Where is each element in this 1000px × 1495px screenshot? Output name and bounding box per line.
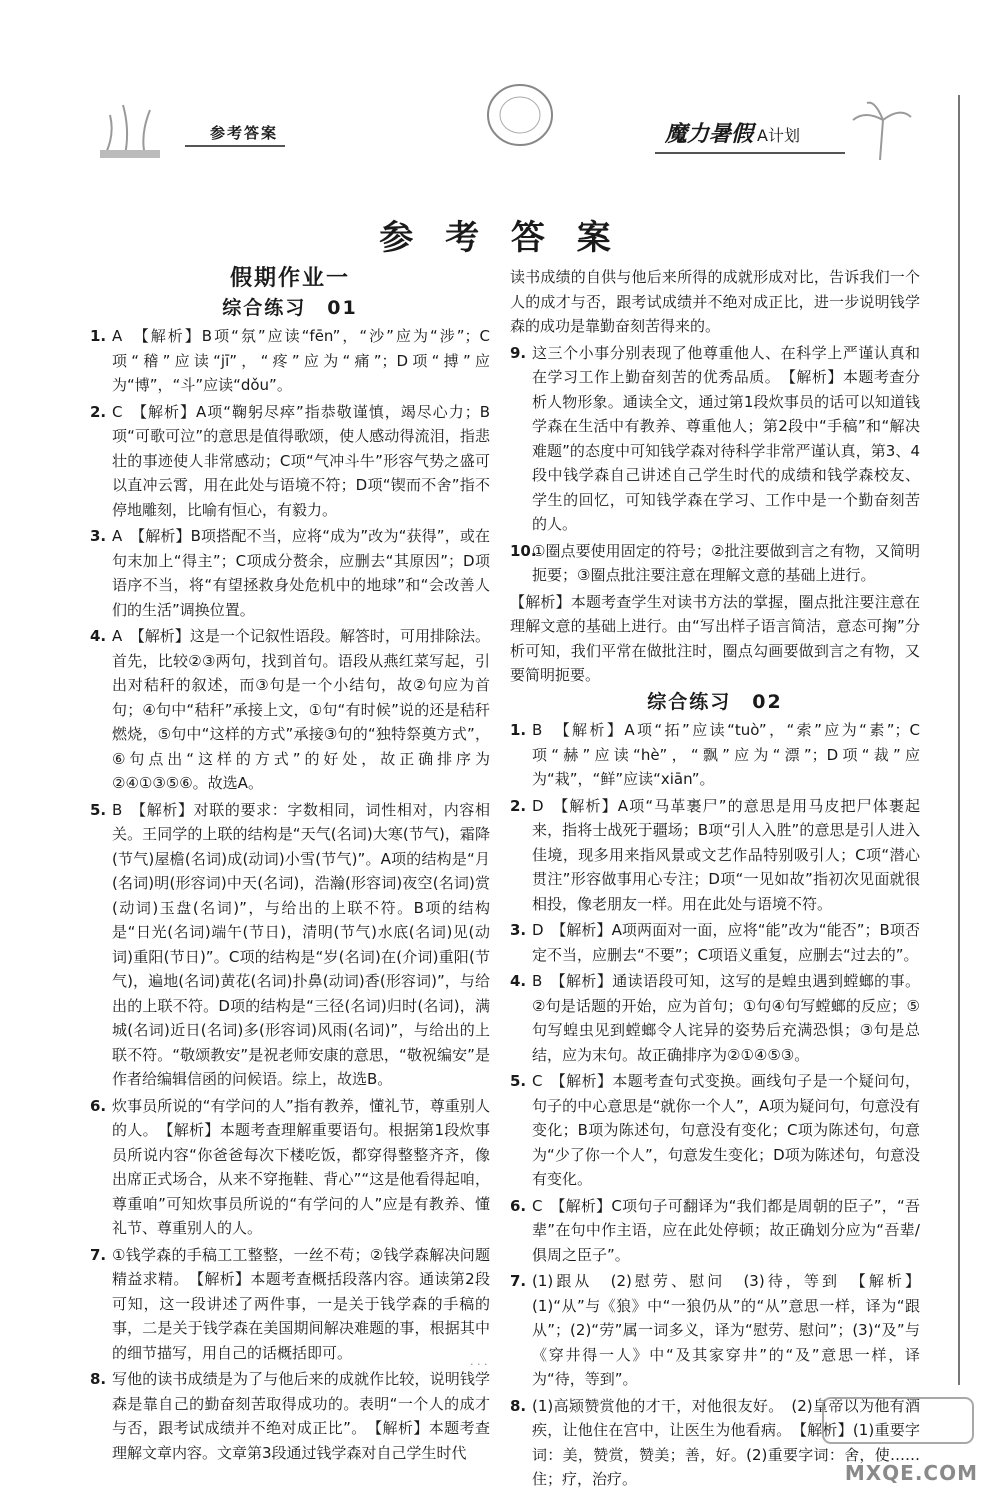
answer-text: A 【解析】这是一个记叙性语段。解答时，可用排除法。首先，比较②③两句，找到首句。语段从燕红菜写起，引出对秸秆的叙述，而③句是一个小结句，故②句应为首句；④句中“秸秆”承接上文，①句“有时候”说的还是秸秆燃烧，⑤句中“这样的方式”承接③句的“独特祭奠方式”，⑥句点出“这样的方式”的好处，故正确排序为②④①③⑤⑥。故选A。 bbox=[112, 627, 490, 792]
answer-number: 2. bbox=[510, 796, 527, 815]
answer-number: 8. bbox=[510, 1396, 527, 1415]
answer-list-01-cont bbox=[510, 341, 920, 588]
answer-item bbox=[510, 1194, 920, 1268]
page-header bbox=[0, 0, 1000, 175]
answer-list-01 bbox=[90, 324, 490, 1465]
answer-number: 9. bbox=[510, 343, 527, 362]
answer-number: 7. bbox=[510, 1272, 527, 1290]
answer-text: 写他的读书成绩是为了与他后来的成就作比较，说明钱学森是靠自己的勤奋刻苦取得成功的。表明“一个人的成才与否，跟考试成绩并不绝对成正比”。 【解析】本题考查理解文章内容。文章第3段通过钱学森对自己学生时代 bbox=[112, 1370, 490, 1462]
answer-continuation: 读书成绩的自供与他后来所得的成就形成对比，告诉我们一个人的成才与否，跟考试成绩并不绝对成正比，进一步说明钱学森的成功是靠勤奋刻苦得来的。 bbox=[510, 268, 920, 335]
answer-10-analysis: 【解析】本题考查学生对读书方法的掌握，圈点批注要注意在理解文意的基础上进行。由“写出样子语言简洁，意态可掬”分析可知，我们平常在做批注时，圈点勾画要做到言之有物，又要简明扼要。 bbox=[510, 592, 920, 684]
answer-item bbox=[90, 1367, 490, 1465]
brand-subtitle: A计划 bbox=[757, 126, 800, 145]
answer-text: B 【解析】对联的要求：字数相同，词性相对，内容相关。王同学的上联的结构是“天气(名词)大寒(节气)，霜降(节气)屋檐(名词)成(动词)小雪(节气)”。A项的结构是“月(名词)明(形容词)中天(名词)，浩瀚(形容词)夜空(名词)赏(动词)玉盘(名词)”，与给出的上联不符。B项的结构是“日光(名词)端午(节日)，清明(节气)水底(名词)见(动词)重阳(节日)”。C项的结构是“岁(名词)在(介词)重阳(节气)，遍地(名词)黄花(名词)扑鼻(动词)香(形容词)”，与给出的上联不符。D项的结构是“三径(名词)归时(名词)，满城(名词)近日(名词)多(形容词)风雨(名词)”，与给出的上联不符。“敬颂教安”是祝老师安康的意思，“敬祝编安”是作者给编辑信函的问候语。综上，故选B。 bbox=[112, 800, 490, 1088]
main-heading: 假期作业一 bbox=[229, 266, 350, 291]
header-right-label bbox=[665, 117, 800, 148]
section-heading-02: 综合练习 02 bbox=[647, 690, 783, 713]
answer-text: C 【解析】A项“鞠躬尽瘁”指恭敬谨慎，竭尽心力；B项“可歌可泣”的意思是值得歌颂，使人感动得流泪，指悲壮的事迹使人非常感动；C项“气冲斗牛”形容气势之盛可以直冲云霄，用在此处与语境不符；D项“锲而不舍”指不停地雕刻，比喻有恒心，有毅力。 bbox=[112, 402, 490, 519]
answer-text: A 【解析】B项搭配不当，应将“成为”改为“获得”，或在句末加上“得主”；C项成分赘余，应删去“其原因”；D项语序不当，将“有望拯救身处危机中的地球”和“会改善人们的生活”调换位置。 bbox=[112, 527, 490, 619]
answer-number: 5. bbox=[510, 1072, 527, 1090]
plant-decoration-icon bbox=[95, 95, 175, 165]
answer-item bbox=[510, 969, 920, 1067]
answer-number: 10. bbox=[510, 541, 537, 560]
answer-item bbox=[90, 400, 490, 523]
answer-number: 6. bbox=[510, 1196, 527, 1215]
answer-item bbox=[90, 1094, 490, 1241]
answer-text: D 【解析】A项“马革裹尸”的意思是用马皮把尸体裹起来，指将士战死于疆场；B项“引人入胜”的意思是引人进入佳境，现多用来指风景或文艺作品特别吸引人；C项“潜心贯注”形容做事用心专注；D项“一见如故”指初次见面就很相投，像老朋友一样。用在此处与语境不符。 bbox=[532, 796, 920, 913]
answer-item bbox=[510, 341, 920, 537]
answer-text: 这三个小事分别表现了他尊重他人、在科学上严谨认真和在学习工作上勤奋刻苦的优秀品质。 【解析】本题考查分析人物形象。通读全文，通过第1段炊事员的话可以知道钱学森在生活中有教养、尊重他人；第2段中“手稿”和“解决难题”的态度中可知钱学森对待科学非常严谨认真，第3、4段中钱学森自己讲述自己学生时代的成绩和钱学森校友、学生的回忆，可知钱学森在学习、工作中是一个勤奋刻苦的人。 bbox=[532, 343, 920, 533]
answer-number: 2. bbox=[90, 402, 107, 421]
header-right-rule bbox=[655, 152, 845, 154]
palm-tree-icon bbox=[845, 95, 915, 165]
answer-number: 3. bbox=[90, 527, 107, 545]
answer-text: C 【解析】本题考查句式变换。画线句子是一个疑问句，句子的中心意思是“就你一个人”，A项为疑问句，句意没有变化；B项为陈述句，句意没有变化；C项为陈述句，句意为“少了你一个人”，句意发生变化；D项为陈述句，句意没有变化。 bbox=[532, 1072, 920, 1188]
answer-text: A 【解析】B项“氛”应读“fēn”，“沙”应为“涉”；C项“稽”应读“jī”，“疼”应为“痛”；D项“搏”应为“博”，“斗”应读“dǒu”。 bbox=[112, 327, 490, 394]
header-left-label: 参考答案 bbox=[210, 124, 279, 142]
answer-text: (1)跟从 (2)慰劳、慰问 (3)待，等到 【解析】(1)“从”与《狼》中“一狼仍从”的“从”意思一样，译为“跟从”；(2)“劳”属一词多义，译为“慰劳、慰问”；(3)“及”与《穿井得一人》中“及其家穿井”的“及”意思一样，译为“待，等到”。 bbox=[532, 1272, 920, 1388]
answer-item bbox=[90, 324, 490, 398]
answer-text: ①钱学森的手稿工工整整，一丝不苟；②钱学森解决问题精益求精。 【解析】本题考查概括段落内容。通读第2段可知，这一段讲述了两件事，一是关于钱学森的手稿的事，二是关于钱学森在美国期间解决难题的事，根据其中的细节描写，用自己的话概括即可。 bbox=[112, 1245, 490, 1362]
section-heading-01: 综合练习 01 bbox=[222, 296, 358, 319]
watermark-text: MXQE.COM bbox=[844, 1461, 978, 1485]
page-edge-rule bbox=[958, 95, 960, 1385]
answer-item bbox=[90, 624, 490, 796]
answer-item bbox=[90, 524, 490, 622]
answer-text: B 【解析】通读语段可知，这写的是蝗虫遇到螳螂的事。②句是话题的开始，应为首句；①句④句写螳螂的反应；⑤句写蝗虫见到螳螂令人诧异的姿势后充满恐惧；③句是总结，应为末句。故正确排序为②①④⑤③。 bbox=[532, 972, 920, 1064]
answer-number: 6. bbox=[90, 1096, 107, 1115]
answer-item bbox=[90, 1243, 490, 1366]
answer-number: 4. bbox=[90, 627, 107, 645]
right-column bbox=[510, 265, 920, 1494]
answer-item bbox=[510, 539, 920, 588]
answer-item bbox=[510, 718, 920, 792]
answer-text: B 【解析】A项“拓”应读“tuò”，“索”应为“素”；C项“赫”应读“hè”，“飘”应为“漂”；D项“裁”应为“栽”，“鲜”应读“xiān”。 bbox=[532, 721, 920, 788]
answer-number: 3. bbox=[510, 921, 527, 939]
answer-number: 4. bbox=[510, 972, 527, 990]
answer-item bbox=[510, 1269, 920, 1392]
answer-item bbox=[510, 918, 920, 967]
answer-number: 5. bbox=[90, 800, 107, 819]
answer-number: 7. bbox=[90, 1245, 107, 1264]
header-left-rule bbox=[185, 145, 285, 147]
page-title: 参 考 答 案 bbox=[379, 218, 621, 258]
page-footer-mark: · · · bbox=[470, 1358, 488, 1371]
answer-number: 1. bbox=[510, 721, 527, 739]
left-column bbox=[90, 265, 490, 1467]
answer-text: ①圈点要使用固定的符号；②批注要做到言之有物，又简明扼要；③圈点批注要注意在理解文意的基础上进行。 bbox=[532, 541, 920, 584]
answer-number: 8. bbox=[90, 1370, 107, 1388]
answer-item bbox=[90, 798, 490, 1092]
answer-text: 炊事员所说的“有学问的人”指有教养，懂礼节，尊重别人的人。 【解析】本题考查理解重要语句。根据第1段炊事员所说内容“你爸爸每次下楼吃饭，都穿得整整齐齐，像出席正式场合，从来不穿拖鞋、背心”“这是他看得起咱，尊重咱”可知炊事员所说的“有学问的人”应是有教养、懂礼节、尊重别人的人。 bbox=[112, 1096, 490, 1237]
answer-number: 1. bbox=[90, 327, 107, 345]
answer-text: D 【解析】A项两面对一面，应将“能”改为“能否”；B项否定不当，应删去“不要”；C项语义重复，应删去“过去的”。 bbox=[532, 921, 920, 964]
brand-title: 魔力暑假 bbox=[665, 122, 754, 147]
stamp-logo-icon bbox=[480, 75, 560, 155]
answer-item bbox=[510, 1069, 920, 1192]
answer-text: C 【解析】C项句子可翻译为“我们都是周朝的臣子”，“吾辈”在句中作主语，应在此处停顿；故正确划分应为“吾辈/俱周之臣子”。 bbox=[532, 1196, 920, 1264]
answer-list-02 bbox=[510, 718, 920, 1492]
answer-text: (1)高颎赞赏他的才干，对他很友好。 (2)皇帝以为他有酒疾，让他住在宫中，让医生为他看病。 【解析】(1)重要字词：美，赞赏，赞美；善，好。(2)重要字词：舍，使……住；疗，治疗。 bbox=[532, 1396, 920, 1488]
answer-item bbox=[510, 794, 920, 917]
